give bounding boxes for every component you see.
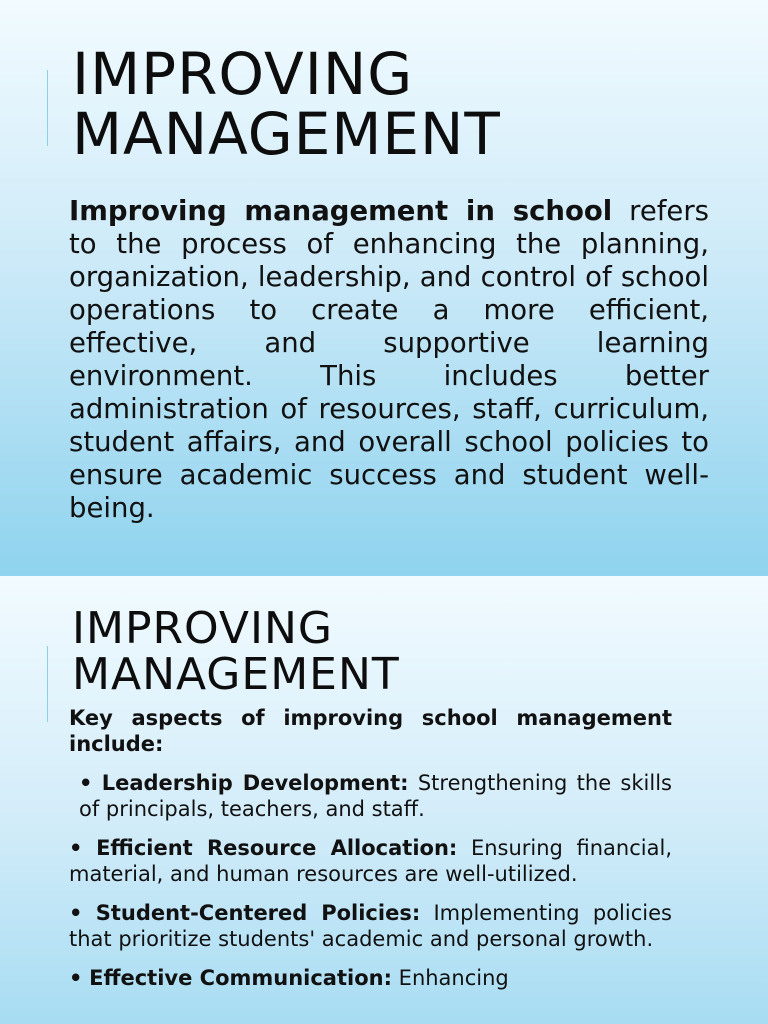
definition-lead: Improving management in school [69, 195, 613, 227]
bullet-term: Effective Communication: [89, 966, 392, 990]
slide-2 [0, 576, 768, 1024]
definition-paragraph [69, 195, 709, 525]
bullet-item [69, 771, 672, 822]
bullet-term: Student-Centered Policies: [95, 901, 421, 925]
title-accent-line [47, 646, 48, 722]
bullet-item [69, 966, 672, 992]
title-accent-line [47, 70, 48, 146]
bullet-term: Leadership Development: [101, 771, 409, 795]
title-line-1: IMPROVING [72, 40, 414, 108]
definition-text: refers to the process of enhancing the planning, organization, leadership, and control of school operations to create a more efficient, effective, and supportive learning environment. This includes better administration of resources, staff, curriculum, student affairs, and overall school policies to ensure academic success and student well-being. [69, 195, 709, 524]
aspects-intro: Key aspects of improving school management include: [69, 706, 672, 756]
bullet-marker: • [79, 771, 93, 795]
bullet-marker: • [69, 901, 83, 925]
bullet-desc: Strengthening the skills of principals, teachers, and staff. [79, 771, 672, 821]
bullet-desc: Implementing policies that prioritize students' academic and personal growth. [69, 901, 672, 951]
slide-title [72, 603, 400, 700]
slide-title [72, 40, 501, 168]
bullet-item [69, 901, 672, 952]
bullet-desc: Enhancing [398, 966, 509, 990]
bullet-marker: • [69, 836, 83, 860]
bullet-marker: • [69, 966, 83, 990]
title-line-1: IMPROVING [72, 603, 333, 654]
bullet-desc: Ensuring financial, material, and human resources are well-utilized. [69, 836, 672, 886]
bullet-item [69, 836, 672, 887]
title-line-2: MANAGEMENT [72, 100, 501, 168]
title-line-2: MANAGEMENT [72, 649, 400, 700]
slide-body [69, 706, 672, 1006]
bullet-term: Efficient Resource Allocation: [96, 836, 458, 860]
